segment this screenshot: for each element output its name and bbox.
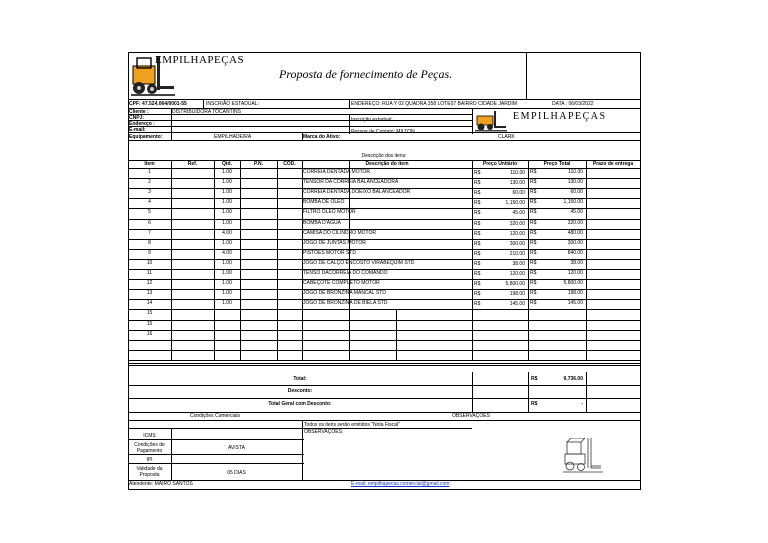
row-item-number: 12 bbox=[146, 280, 153, 287]
row-total-currency: R$ bbox=[530, 300, 537, 307]
col-rule bbox=[302, 160, 303, 360]
total-value: 9,736.00 bbox=[563, 376, 583, 382]
row-unit-price: 5,800.00 bbox=[505, 281, 525, 288]
col-header: Ref. bbox=[187, 161, 198, 167]
row-description: CORREIA DENTADA MOTOR bbox=[303, 169, 371, 175]
row-total-price: 38.00 bbox=[570, 259, 583, 266]
email-link[interactable]: E-mail: empilhapecas.comercial@gmail.com bbox=[351, 481, 450, 487]
row-qty: 1.00 bbox=[222, 219, 232, 226]
row-item-number: 14 bbox=[146, 300, 153, 307]
totals-rule bbox=[472, 372, 473, 412]
cliente-label: Cliente : bbox=[129, 109, 149, 115]
email-label: E-mail: bbox=[129, 127, 146, 133]
row-unit-currency: R$ bbox=[474, 291, 481, 298]
row-qty: 4.00 bbox=[222, 229, 232, 236]
row-total-currency: R$ bbox=[530, 229, 537, 236]
totals-rule bbox=[128, 398, 640, 399]
row-total-price: 110.00 bbox=[568, 169, 583, 175]
row-qty: 1.00 bbox=[222, 290, 232, 297]
row-item-number: 16 bbox=[146, 330, 153, 337]
row-qty: 1.00 bbox=[222, 189, 232, 196]
brand-name-small: EMPILHAPEÇAS bbox=[513, 111, 607, 122]
icms-label: ICMS bbox=[143, 433, 156, 439]
row-item-number: 13 bbox=[146, 290, 153, 297]
row-rule bbox=[128, 350, 640, 351]
col-header: Prazo de entrega bbox=[592, 161, 634, 167]
totals-rule bbox=[128, 363, 640, 364]
col-rule bbox=[214, 160, 215, 360]
row-unit-currency: R$ bbox=[474, 190, 481, 197]
row-total-currency: R$ bbox=[530, 189, 537, 196]
cliente-value: DISTRIBUIDORA TOCANTINS bbox=[172, 109, 241, 115]
row-unit-price: 300.00 bbox=[509, 240, 525, 247]
row-item-number: 15 bbox=[146, 320, 153, 327]
row-description: FILTRO ÓLEO MOTOR bbox=[303, 209, 356, 216]
row-total-currency: R$ bbox=[530, 179, 537, 186]
total-geral-value: - bbox=[581, 401, 583, 407]
inscricao-estadual-cliente: Inscrição estadual: bbox=[351, 117, 393, 123]
row-item-number: 4 bbox=[148, 199, 151, 206]
col-rule bbox=[171, 160, 172, 360]
row-total-price: 120.00 bbox=[567, 270, 583, 276]
validade-value: 05 DIAS bbox=[227, 470, 246, 476]
row-total-price: 198.00 bbox=[567, 290, 583, 297]
row-qty: 1.00 bbox=[222, 300, 232, 307]
row-unit-price: 1,150.00 bbox=[505, 200, 525, 207]
nota-fiscal-note: Todos os itens serão emitidos "Nota Fiscal" bbox=[304, 422, 400, 428]
col-header: Qtd. bbox=[222, 161, 232, 167]
row-unit-currency: R$ bbox=[474, 271, 481, 277]
row-unit-currency: R$ bbox=[474, 240, 481, 247]
row-total-currency: R$ bbox=[530, 219, 537, 226]
row-total-price: 5,800.00 bbox=[563, 280, 583, 287]
row-item-number: 11 bbox=[146, 270, 153, 276]
col-header: Descrição do item bbox=[365, 161, 409, 167]
atendente: Atendente: MAIRO SANTOS bbox=[129, 481, 193, 487]
row-unit-currency: R$ bbox=[474, 301, 481, 308]
inscricao-estadual: INSCRIÃO ESTADUAL: bbox=[206, 101, 259, 107]
row-description: BOMBA D'AGUA bbox=[303, 219, 341, 226]
marca-label: Marca do Ativo: bbox=[303, 134, 341, 140]
row-item-number: 10 bbox=[146, 259, 153, 266]
row-total-price: 145.00 bbox=[567, 300, 583, 307]
row-unit-currency: R$ bbox=[474, 260, 481, 267]
row-description: TENSOR DA CORREIA BALANCEADORA bbox=[303, 179, 399, 186]
row-unit-price: 198.00 bbox=[509, 291, 525, 298]
brand-name: EMPILHAPEÇAS bbox=[155, 54, 245, 66]
page-title: Proposta de fornecimento de Peças. bbox=[279, 67, 453, 81]
cond-pag-value: AVISTA bbox=[227, 445, 246, 451]
row-total-currency: R$ bbox=[530, 270, 537, 276]
cpf: CPF: 47.524.064/0001-55 bbox=[129, 101, 187, 107]
row-description: TENSO DACORREIA DO COMANDO bbox=[303, 270, 388, 276]
row-qty: 1.00 bbox=[222, 280, 232, 287]
row-qty: 1.00 bbox=[222, 209, 232, 216]
col-rule bbox=[277, 160, 278, 360]
row-total-price: 480.00 bbox=[567, 229, 583, 236]
row-qty: 1.00 bbox=[222, 239, 232, 246]
row-item-number: 1 bbox=[148, 169, 151, 175]
row-qty: 1.00 bbox=[222, 179, 232, 186]
row-item-number: 5 bbox=[148, 209, 151, 216]
row-unit-price: 110.00 bbox=[510, 170, 525, 176]
row-unit-price: 60.00 bbox=[512, 190, 525, 197]
equipamento-label: Equipamento: bbox=[129, 134, 163, 140]
row-total-price: 320.00 bbox=[567, 219, 583, 226]
row-unit-currency: R$ bbox=[474, 281, 481, 288]
row-total-currency: R$ bbox=[530, 199, 537, 206]
row-rule bbox=[128, 360, 640, 361]
forklift-sketch-icon bbox=[563, 438, 603, 476]
row-item-number: 15 bbox=[146, 310, 153, 317]
row-unit-currency: R$ bbox=[474, 220, 481, 227]
row-unit-currency: R$ bbox=[474, 250, 481, 257]
row-rule bbox=[128, 320, 640, 321]
row-description: JOGO DE JUNTAS MOTOR bbox=[303, 239, 366, 246]
row-description: CORREIA DENTADA DOEIXO BALANCEADOR bbox=[303, 189, 411, 196]
row-description: JOGO DE BRONZINA DE BIELA STD bbox=[303, 300, 388, 307]
row-description: PISTÕES MOTOR STD bbox=[303, 249, 356, 256]
observacoes-label: OBSERVAÇÕES: bbox=[304, 429, 344, 435]
row-total-price: 60.00 bbox=[570, 189, 583, 196]
row-description: CABEÇOTE COMPLETO MOTOR bbox=[303, 280, 380, 287]
row-rule bbox=[128, 340, 640, 341]
row-qty: 1.00 bbox=[222, 259, 232, 266]
row-unit-price: 120.00 bbox=[509, 230, 525, 237]
col-header: P.N. bbox=[253, 161, 264, 167]
row-unit-price: 45.00 bbox=[512, 210, 525, 217]
row-unit-currency: R$ bbox=[474, 200, 481, 207]
row-unit-price: 145.00 bbox=[509, 301, 525, 308]
date: DATA : 06/03/2022 bbox=[552, 101, 594, 107]
row-total-currency: R$ bbox=[530, 169, 537, 175]
row-unit-currency: R$ bbox=[474, 210, 481, 217]
row-rule bbox=[128, 309, 640, 310]
validade-text: Validade da Proposta bbox=[136, 466, 163, 478]
row-total-currency: R$ bbox=[530, 290, 537, 297]
total-currency: R$ bbox=[531, 376, 538, 382]
col-header: Preço Unitário bbox=[482, 161, 518, 167]
row-rule bbox=[128, 330, 640, 331]
row-total-currency: R$ bbox=[530, 239, 537, 246]
row-unit-price: 210.00 bbox=[509, 250, 525, 257]
ipi-label: IPI bbox=[146, 457, 153, 463]
row-description: BOMBA DE ÓLEO bbox=[303, 199, 345, 206]
company-address: ENDEREÇO: RUA Y 02 QUADRA 358 LOTE07 BAIRRO CIDADE JARDIM bbox=[351, 101, 517, 107]
col-header: COD. bbox=[283, 161, 296, 167]
proposal-sheet bbox=[128, 52, 640, 489]
row-item-number: 3 bbox=[148, 189, 151, 196]
row-unit-price: 320.00 bbox=[509, 220, 525, 227]
validade-label bbox=[128, 466, 171, 478]
observacoes-title: OBSERVAÇÕES bbox=[452, 413, 490, 419]
row-qty: 1.00 bbox=[222, 169, 232, 175]
cond-pag-text: Condições de Pagamento bbox=[134, 442, 165, 454]
row-total-price: 840.00 bbox=[567, 249, 583, 256]
totals-rule bbox=[128, 365, 640, 366]
equipamento-value: EMPILHADEIRA bbox=[214, 134, 252, 140]
cond-pag-label bbox=[128, 442, 171, 454]
condicoes-title: Condições Comerciais bbox=[189, 413, 241, 419]
section-title: Descrição dos itens: bbox=[361, 153, 407, 159]
row-total-price: 45.00 bbox=[570, 209, 583, 216]
col-rule bbox=[349, 309, 350, 360]
totals-rule bbox=[128, 385, 640, 386]
row-unit-currency: R$ bbox=[474, 170, 481, 176]
col-rule bbox=[240, 160, 241, 360]
endereco-label: Endereço : bbox=[129, 121, 155, 127]
marca-value: CLARK bbox=[498, 134, 515, 140]
row-total-currency: R$ bbox=[530, 280, 537, 287]
col-header: Preço Total bbox=[543, 161, 571, 167]
row-description: JOGO DE BRONZINA MANCAL STD bbox=[303, 290, 386, 297]
col-rule bbox=[528, 160, 529, 360]
totals-rule bbox=[586, 372, 587, 412]
row-qty: 1.00 bbox=[222, 199, 232, 206]
row-qty: 4.00 bbox=[222, 249, 232, 256]
pessoa-contato: Pessoa de Contato: MILTON bbox=[351, 129, 415, 135]
row-unit-currency: R$ bbox=[474, 230, 481, 237]
row-total-price: 300.00 bbox=[567, 239, 583, 246]
col-rule bbox=[472, 160, 473, 360]
row-item-number: 9 bbox=[148, 249, 151, 256]
row-unit-price: 130.00 bbox=[509, 180, 525, 187]
row-unit-price: 120.00 bbox=[509, 271, 525, 277]
row-description: JOGO DE CALÇO ENCOSTO VIRABEQUIM STD bbox=[303, 259, 415, 266]
row-total-currency: R$ bbox=[530, 209, 537, 216]
row-total-currency: R$ bbox=[530, 249, 537, 256]
col-rule bbox=[396, 309, 397, 360]
desconto-label: Desconto: bbox=[287, 388, 313, 394]
total-label: Total: bbox=[293, 376, 307, 382]
row-description: CAMISA DO CILINDRO MOTOR bbox=[303, 229, 376, 236]
cnpj-label: CNPJ: bbox=[129, 115, 145, 121]
row-total-currency: R$ bbox=[530, 259, 537, 266]
row-unit-price: 38.00 bbox=[512, 260, 525, 267]
row-item-number: 2 bbox=[148, 179, 151, 186]
col-rule bbox=[586, 160, 587, 360]
row-unit-currency: R$ bbox=[474, 180, 481, 187]
row-item-number: 8 bbox=[148, 239, 151, 246]
row-total-price: 1,150.00 bbox=[563, 199, 583, 206]
total-geral-currency: R$ bbox=[531, 401, 538, 407]
total-geral-label: Total Geral com Desconto: bbox=[268, 401, 332, 407]
col-header: Item bbox=[144, 161, 155, 167]
row-item-number: 6 bbox=[148, 219, 151, 226]
row-qty: 1.00 bbox=[222, 270, 232, 276]
row-total-price: 130.00 bbox=[567, 179, 583, 186]
row-item-number: 7 bbox=[148, 229, 151, 236]
